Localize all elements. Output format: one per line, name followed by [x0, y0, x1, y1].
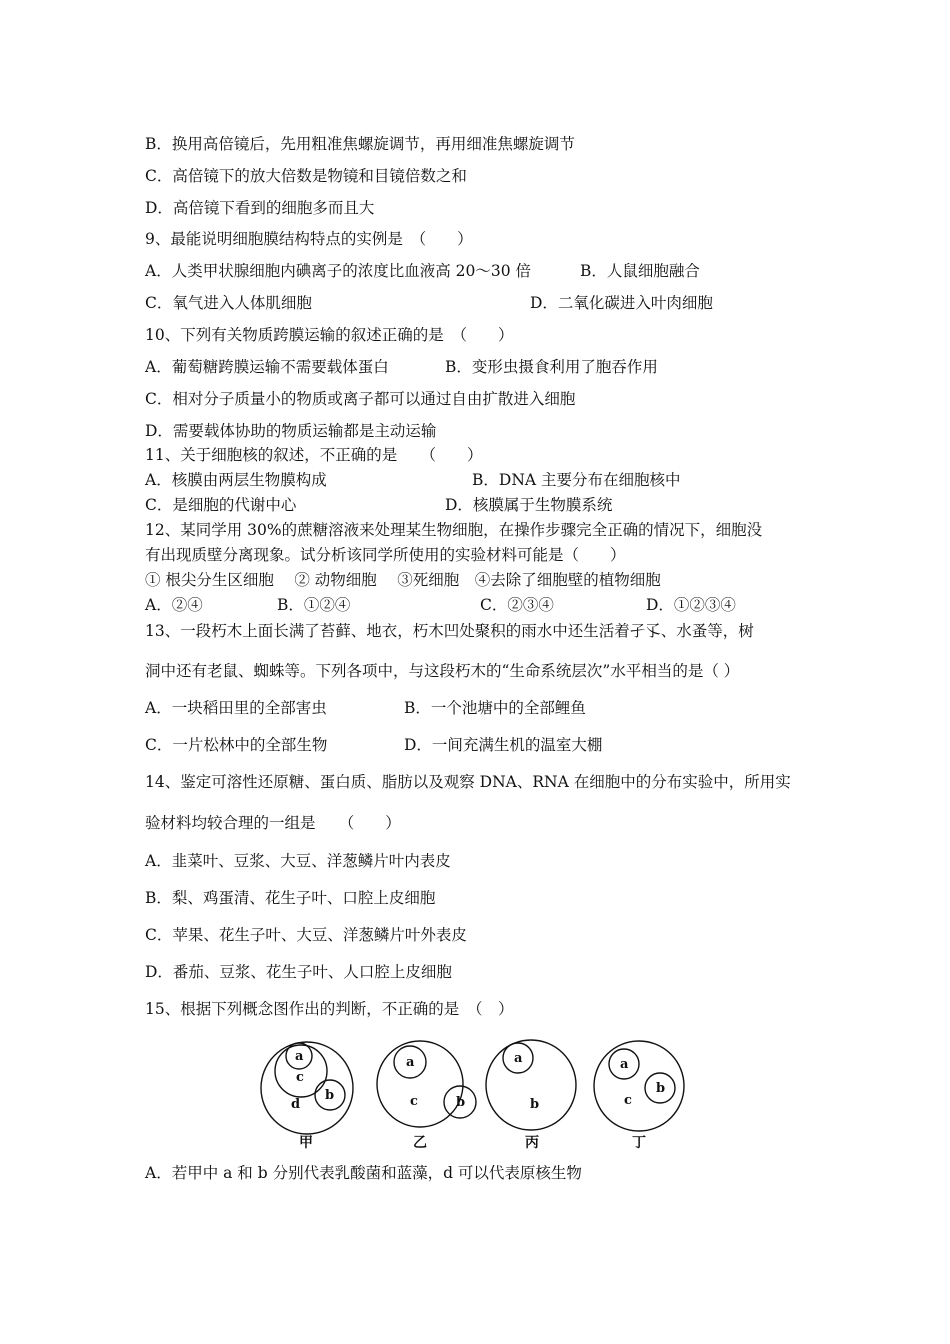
question-14-line2: 验材料均较合理的一组是 （ ） — [145, 814, 401, 832]
q12-option-c: C．②③④ — [480, 596, 554, 614]
bing-label-b: b — [530, 1097, 540, 1112]
ding-label-b: b — [656, 1081, 666, 1096]
yi-label-a: a — [406, 1055, 415, 1070]
ding-caption: 丁 — [632, 1135, 646, 1151]
yi-caption: 乙 — [413, 1135, 427, 1151]
question-14-line1: 14、鉴定可溶性还原糖、蛋白质、脂肪以及观察 DNA、RNA 在细胞中的分布实验中，所用实 — [145, 773, 791, 791]
question-12-line2: 有出现质壁分离现象。试分析该同学所使用的实验材料可能是（ ） — [145, 546, 626, 564]
jia-caption: 甲 — [299, 1135, 313, 1151]
q14-option-c: C．苹果、花生子叶、大豆、洋葱鳞片叶外表皮 — [145, 926, 467, 944]
ding-circle-outer — [594, 1041, 684, 1131]
q9-option-b: B．人鼠细胞融合 — [580, 262, 700, 280]
q10-option-d: D．需要载体协助的物质运输都是主动运输 — [145, 422, 437, 440]
q11-option-c: C．是细胞的代谢中心 — [145, 496, 297, 514]
q13-option-b: B．一个池塘中的全部鲤鱼 — [404, 699, 586, 717]
q12-option-b: B．①②④ — [277, 596, 351, 614]
option-b-line: B．换用高倍镜后，先用粗准焦螺旋调节，再用细准焦螺旋调节 — [145, 135, 575, 153]
q9-option-c: C．氧气进入人体肌细胞 — [145, 294, 312, 312]
question-15: 15、根据下列概念图作出的判断，不正确的是 （ ） — [145, 1000, 514, 1018]
ding-label-a: a — [620, 1057, 629, 1072]
question-13-line1: 13、一段朽木上面长满了苔藓、地衣，朽木凹处聚积的雨水中还生活着孑孓、水蚤等，树 — [145, 622, 754, 640]
option-d-line: D．高倍镜下看到的细胞多而且大 — [145, 199, 375, 217]
q13-option-a: A．一块稻田里的全部害虫 — [145, 699, 327, 717]
jia-circle-d — [261, 1042, 353, 1134]
q14-option-a: A．韭菜叶、豆浆、大豆、洋葱鳞片叶内表皮 — [145, 852, 451, 870]
q11-option-a: A．核膜由两层生物膜构成 — [145, 471, 327, 489]
yi-label-c: c — [410, 1094, 418, 1109]
q10-option-c: C．相对分子质量小的物质或离子都可以通过自由扩散进入细胞 — [145, 390, 576, 408]
question-13-line2: 洞中还有老鼠、蜘蛛等。下列各项中，与这段朽木的“生命系统层次”水平相当的是（ ） — [145, 662, 740, 680]
q14-option-d: D．番茄、豆浆、花生子叶、人口腔上皮细胞 — [145, 963, 452, 981]
ding-label-c: c — [624, 1093, 632, 1108]
q10-option-a: A．葡萄糖跨膜运输不需要载体蛋白 — [145, 358, 389, 376]
q11-option-d: D．核膜属于生物膜系统 — [445, 496, 613, 514]
q12-option-d: D．①②③④ — [646, 596, 736, 614]
bing-circle-b — [486, 1040, 576, 1130]
concept-diagram — [255, 1036, 695, 1154]
yi-label-b: b — [456, 1095, 466, 1110]
jia-label-b: b — [325, 1088, 335, 1103]
jia-label-a: a — [295, 1049, 304, 1064]
q11-option-b: B．DNA 主要分布在细胞核中 — [472, 471, 681, 489]
q9-option-a: A．人类甲状腺细胞内碘离子的浓度比血液高 20～30 倍 — [145, 262, 531, 280]
jia-label-d: d — [291, 1097, 301, 1112]
panel-yi — [377, 1041, 476, 1151]
q14-option-b: B．梨、鸡蛋清、花生子叶、口腔上皮细胞 — [145, 889, 436, 907]
q12-items: ① 根尖分生区细胞 ② 动物细胞 ③死细胞 ④去除了细胞壁的植物细胞 — [145, 571, 661, 589]
q13-option-c: C．一片松林中的全部生物 — [145, 736, 328, 754]
q10-option-b: B．变形虫摄食利用了胞吞作用 — [445, 358, 658, 376]
q12-option-a: A．②④ — [145, 596, 203, 614]
q13-option-d: D．一间充满生机的温室大棚 — [404, 736, 603, 754]
panel-jia — [261, 1042, 353, 1151]
bing-label-a: a — [514, 1051, 523, 1066]
q9-option-d: D．二氧化碳进入叶肉细胞 — [530, 294, 713, 312]
question-12-line1: 12、某同学用 30%的蔗糖溶液来处理某生物细胞，在操作步骤完全正确的情况下，细胞没 — [145, 521, 763, 539]
panel-ding — [594, 1041, 684, 1151]
question-10: 10、下列有关物质跨膜运输的叙述正确的是 （ ） — [145, 326, 514, 344]
question-11: 11、关于细胞核的叙述，不正确的是 （ ） — [145, 446, 483, 464]
question-9: 9、最能说明细胞膜结构特点的实例是 （ ） — [145, 230, 473, 248]
bing-caption: 丙 — [525, 1135, 539, 1151]
jia-label-c: c — [296, 1070, 304, 1085]
q15-option-a: A．若甲中 a 和 b 分别代表乳酸菌和蓝藻，d 可以代表原核生物 — [145, 1164, 582, 1182]
option-c-line: C．高倍镜下的放大倍数是物镜和目镜倍数之和 — [145, 167, 467, 185]
panel-bing — [486, 1040, 576, 1151]
